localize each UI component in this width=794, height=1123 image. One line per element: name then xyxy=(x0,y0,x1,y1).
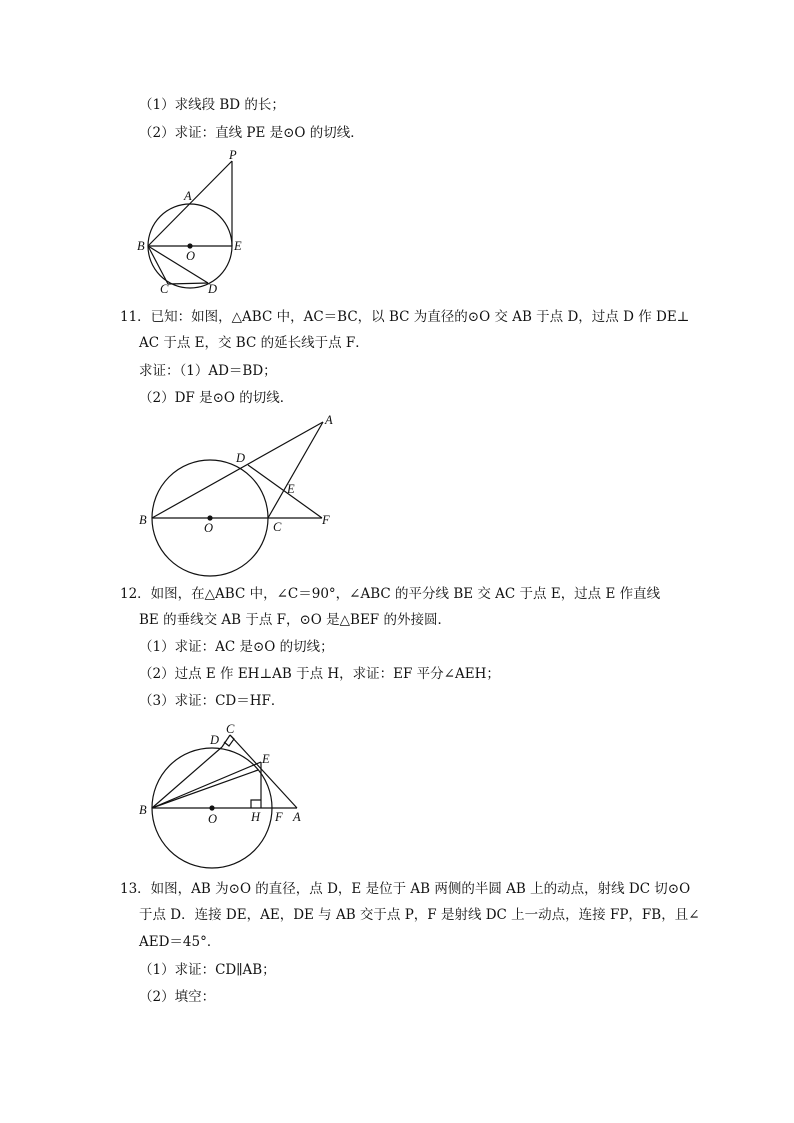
fig3-label-E: E xyxy=(262,752,270,766)
fig1-label-E: E xyxy=(234,239,242,253)
fig3-label-C: C xyxy=(226,722,235,736)
p11-line-4: （2）DF 是⊙O 的切线． xyxy=(139,390,294,406)
p13-line-4: （1）求证：CD∥AB； xyxy=(139,962,276,978)
fig1-label-D: D xyxy=(208,282,218,296)
figure-3 xyxy=(130,715,315,873)
p12-line-5: （3）求证：CD＝HF． xyxy=(139,693,285,709)
fig1-label-B: B xyxy=(137,239,145,253)
figure-2 xyxy=(130,410,350,578)
fig2-label-E: E xyxy=(287,482,295,496)
fig3-label-H: H xyxy=(251,810,261,824)
p11-line-2: AC 于点 E，交 BC 的延长线于点 F． xyxy=(139,335,369,351)
p10-q2: （2）求证：直线 PE 是⊙O 的切线． xyxy=(139,125,364,141)
fig2-label-C: C xyxy=(273,520,282,534)
fig3-label-A: A xyxy=(293,810,301,824)
figure-1 xyxy=(120,140,280,300)
p13-line-2: 于点 D．连接 DE，AE，DE 与 AB 交于点 P，F 是射线 DC 上一动点，连接 FP，FB，且∠ xyxy=(139,907,700,923)
p13-line-3: AED＝45°． xyxy=(139,934,221,950)
fig3-label-O: O xyxy=(208,812,218,826)
fig1-label-C: C xyxy=(160,282,169,296)
p13-line-1: 13．如图，AB 为⊙O 的直径，点 D，E 是位于 AB 两侧的半圆 AB 上的动点，射线 DC 切⊙O xyxy=(120,881,691,897)
fig1-label-O: O xyxy=(186,249,196,263)
fig3-label-F: F xyxy=(275,810,283,824)
fig1-label-A: A xyxy=(184,189,192,203)
p12-line-1: 12．如图，在△ABC 中，∠C＝90°，∠ABC 的平分线 BE 交 AC 于点 E，过点 E 作直线 xyxy=(120,586,661,602)
fig2-label-D: D xyxy=(236,451,246,465)
fig3-label-B: B xyxy=(139,803,147,817)
p10-q1: （1）求线段 BD 的长； xyxy=(139,97,285,113)
p11-line-3: 求证：（1）AD＝BD； xyxy=(139,363,277,379)
fig2-label-F: F xyxy=(322,513,330,527)
fig3-label-D: D xyxy=(210,733,220,747)
fig2-label-B: B xyxy=(139,513,147,527)
fig2-label-O: O xyxy=(204,521,214,535)
p12-line-4: （2）过点 E 作 EH⊥AB 于点 H，求证：EF 平分∠AEH； xyxy=(139,666,500,682)
p13-line-5: （2）填空： xyxy=(139,989,216,1005)
p12-line-2: BE 的垂线交 AB 于点 F，⊙O 是△BEF 的外接圆． xyxy=(139,612,451,628)
fig2-label-A: A xyxy=(325,413,333,427)
p11-line-1: 11．已知：如图，△ABC 中，AC＝BC，以 BC 为直径的⊙O 交 AB 于点 D，过点 D 作 DE⊥ xyxy=(120,309,690,325)
fig1-label-P: P xyxy=(229,148,237,162)
p12-line-3: （1）求证：AC 是⊙O 的切线； xyxy=(139,639,334,655)
